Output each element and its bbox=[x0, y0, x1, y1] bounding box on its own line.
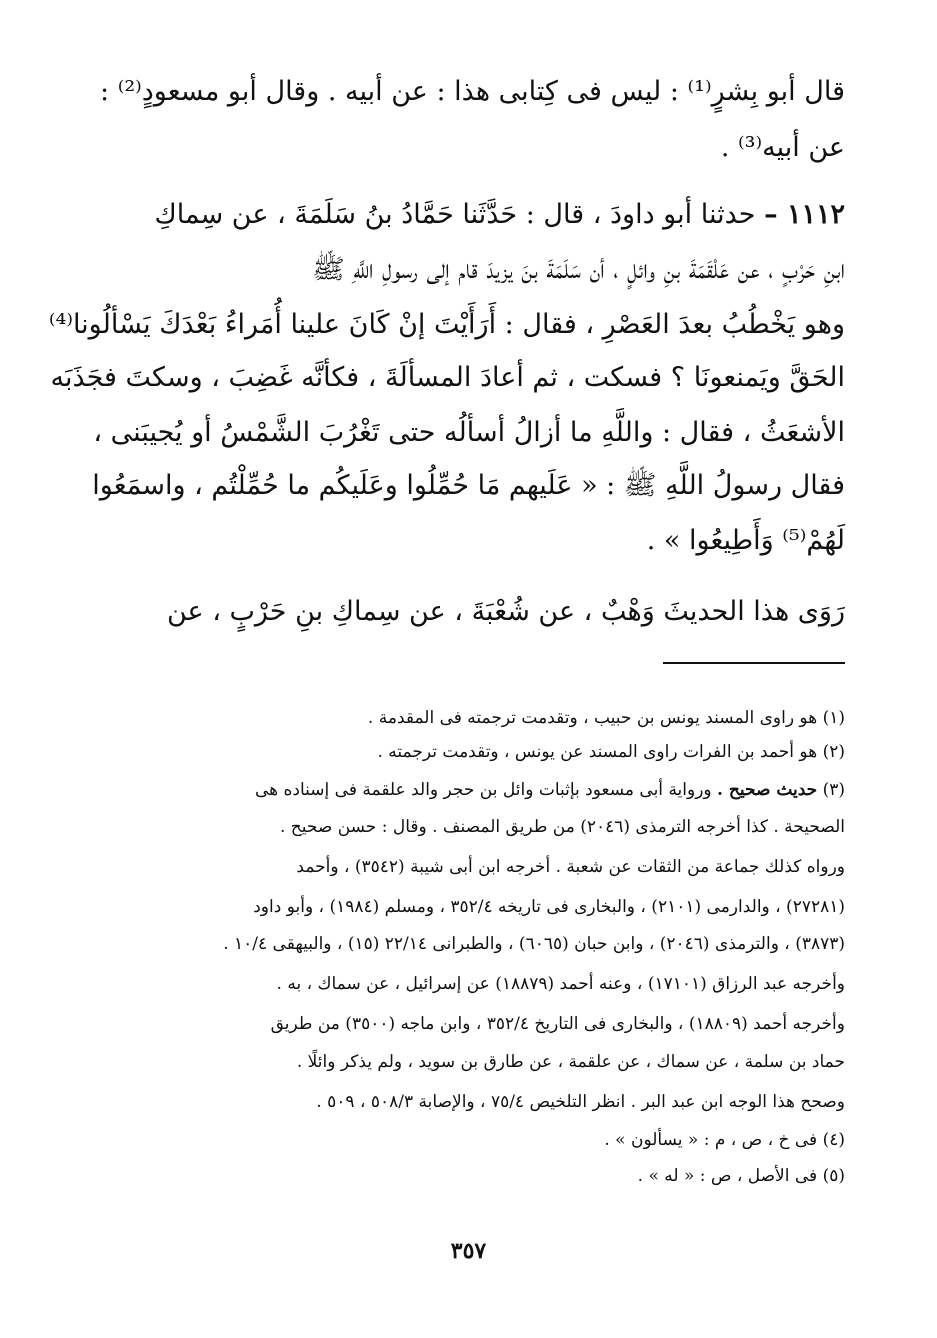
page-number: ٣٥٧ bbox=[450, 1238, 487, 1264]
footnote-3-number: (٣) bbox=[822, 780, 845, 800]
hadith-number: ١١١٢ – bbox=[764, 199, 845, 230]
footnote-3-line-6: وأخرجه عبد الرزاق (١٧١٠١) ، وعنه أحمد (١٨٨٧٩) عن إسرائيل ، عن سماك ، به . bbox=[276, 974, 845, 994]
footnote-3-line-9: وصحح هذا الوجه ابن عبد البر . انظر التلخيص ٧٥/٤ ، والإصابة ٥٠٨/٣ ، ٥٠٩ . bbox=[316, 1092, 845, 1112]
main-line-4: ابنِ حَرْبٍ ، عن عَلْقَمَةَ بنِ وائلٍ ، أن سَلَمَةَ بنَ يزيدَ قام إلى رسولِ اللَّهِ ﷺ bbox=[312, 254, 845, 285]
footnote-4: (٤) فى خ ، ص ، م : « يسألون » . bbox=[604, 1130, 845, 1150]
main-line-7: الأشعَثُ ، فقال : واللَّهِ ما أزالُ أسألُه حتى تَغْرُبَ الشَّمْسُ أو يُجيبَنى ، bbox=[93, 417, 845, 448]
footnote-5: (٥) فى الأصل ، ص : « له » . bbox=[637, 1166, 845, 1186]
main-line-6: الحَقَّ ويَمنعونَا ؟ فسكت ، ثم أعادَ المسألَةَ ، فكأنَّه غَضِبَ ، وسكتَ فجَذَبَه bbox=[50, 362, 845, 393]
main-line-2: عن أبيه⁽³⁾ . bbox=[720, 132, 845, 163]
main-line-5: وهو يَخْطُبُ بعدَ العَصْرِ ، فقال : أَرَأَيْتَ إنْ كَانَ علينا أُمَراءُ بَعْدَكَ يَسْألُونا⁽⁴⁾ bbox=[48, 309, 845, 340]
footnote-1: (١) هو راوى المسند يونس بن حبيب ، وتقدمت ترجمته فى المقدمة . bbox=[367, 708, 845, 728]
main-line-10: رَوَى هذا الحديثَ وَهْبٌ ، عن شُعْبَةَ ، عن سِماكِ بنِ حَرْبٍ ، عن bbox=[166, 596, 845, 627]
footnote-3-grade: حديث صحيح . bbox=[717, 780, 818, 800]
hadith-line-1-text: حدثنا أبو داودَ ، قال : حَدَّثَنا حَمَّادُ بنُ سَلَمَةَ ، عن سِماكِ bbox=[154, 199, 756, 230]
footnote-3-line-1 bbox=[133, 776, 845, 804]
main-line-1: قال أبو بِشرٍ⁽¹⁾ : ليس فى كِتابى هذا : عن أبيه . وقال أبو مسعودٍ⁽²⁾ : bbox=[100, 76, 845, 107]
main-line-8: فقال رسولُ اللَّهِ ﷺ : « عَلَيهم مَا حُمِّلُوا وعَلَيكُم ما حُمِّلْتُم ، واسمَعُوا bbox=[92, 470, 845, 501]
footnote-2: (٢) هو أحمد بن الفرات راوى المسند عن يونس ، وتقدمت ترجمته . bbox=[377, 742, 845, 762]
footnote-3-line-3: ورواه كذلك جماعة من الثقات عن شعبة . أخرجه ابن أبى شيبة (٣٥٤٢) ، وأحمد bbox=[296, 857, 845, 877]
footnote-3-line-7: وأخرجه أحمد (١٨٨٠٩) ، والبخارى فى التاريخ ٣٥٢/٤ ، وابن ماجه (٣٥٠٠) من طريق bbox=[270, 1014, 845, 1034]
footnote-3-line-5: (٣٨٧٣) ، والترمذى (٢٠٤٦) ، وابن حبان (٦٠٦٥) ، والطبرانى ٢٢/١٤ (١٥) ، والبيهقى ١٠/٤ . bbox=[223, 934, 845, 954]
footnote-3-text: ورواية أبى مسعود بإثبات وائل بن حجر والد علقمة فى إسناده هى bbox=[254, 780, 712, 800]
footnote-3-line-2: الصحيحة . كذا أخرجه الترمذى (٢٠٤٦) من طريق المصنف . وقال : حسن صحيح . bbox=[279, 817, 845, 837]
footnote-3-line-4: (٢٧٢٨١) ، والدارمى (٢١٠١) ، والبخارى فى تاريخه ٣٥٢/٤ ، ومسلم (١٩٨٤) ، وأبو داود bbox=[253, 897, 845, 917]
hadith-1112-line-1 bbox=[133, 195, 845, 235]
footnote-separator bbox=[663, 662, 845, 664]
footnote-3-line-8: حماد بن سلمة ، عن سماك ، عن علقمة ، عن طارق بن سويد ، ولم يذكر وائلًا . bbox=[296, 1052, 845, 1072]
main-line-9: لَهُمْ⁽⁵⁾ وَأَطِيعُوا » . bbox=[646, 525, 845, 556]
